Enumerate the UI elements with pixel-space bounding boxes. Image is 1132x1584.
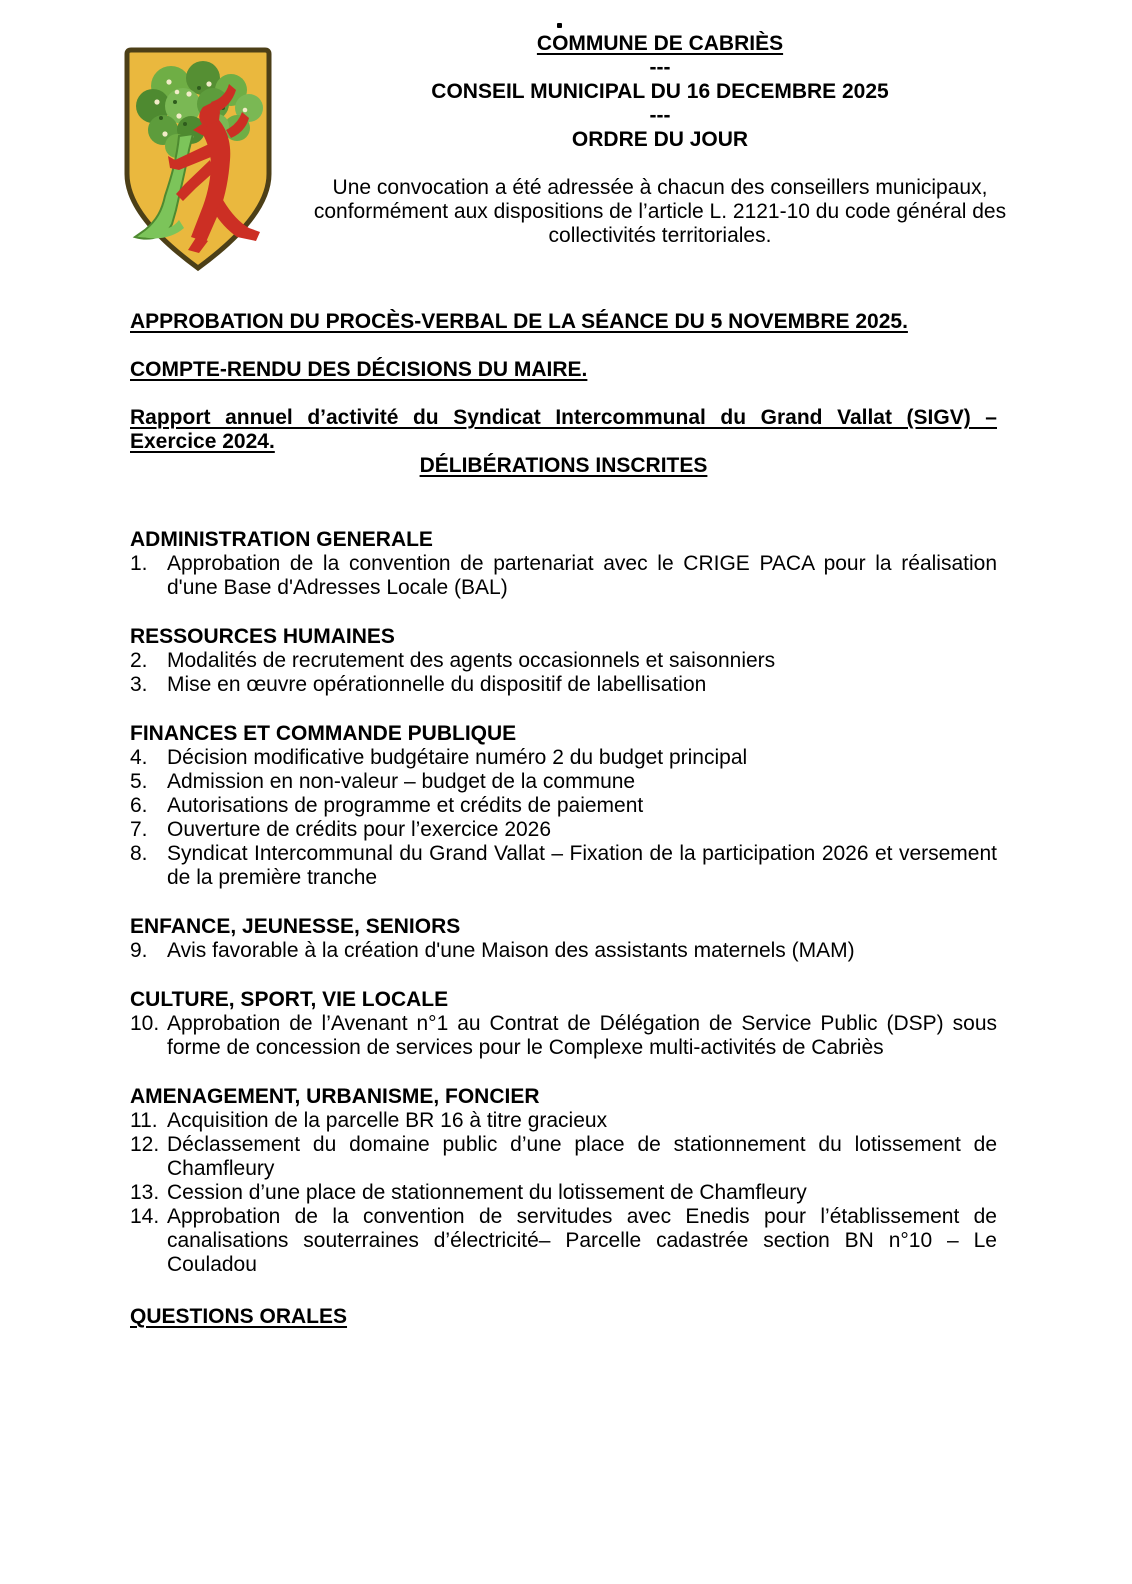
convocation-paragraph: Une convocation a été adressée à chacun des conseillers municipaux, conformément aux dispositions de l’article L. 2121-10 du code général des collectivités territoriales. bbox=[313, 176, 1007, 247]
item-number: 11. bbox=[130, 1109, 158, 1132]
agenda-item-11 bbox=[130, 1109, 997, 1133]
rapport-sigv-heading: Rapport annuel d’activité du Syndicat Intercommunal du Grand Vallat (SIGV) – Exercice 2024. bbox=[130, 406, 997, 453]
item-number: 7. bbox=[130, 818, 148, 841]
section-heading: ADMINISTRATION GENERALE bbox=[130, 528, 433, 551]
item-number: 10. bbox=[130, 1012, 160, 1035]
section-amenagement-urbanisme-foncier bbox=[130, 1085, 997, 1277]
item-number: 3. bbox=[130, 673, 148, 696]
section-heading: FINANCES ET COMMANDE PUBLIQUE bbox=[130, 722, 517, 745]
section-enfance-jeunesse-seniors bbox=[130, 915, 997, 963]
document-body bbox=[130, 310, 997, 1329]
commune-title: COMMUNE DE CABRIÈS bbox=[536, 32, 784, 55]
agenda-item-7 bbox=[130, 818, 997, 842]
section-heading: RESSOURCES HUMAINES bbox=[130, 625, 395, 648]
section-administration-generale bbox=[130, 528, 997, 600]
section-finances-et-commande-publique bbox=[130, 722, 997, 890]
agenda-item-4 bbox=[130, 746, 997, 770]
item-number: 6. bbox=[130, 794, 148, 817]
item-text: Approbation de la convention de partenariat avec le CRIGE PACA pour la réalisation d'une Base d'Adresses Locale (BAL) bbox=[167, 552, 997, 599]
item-number: 12. bbox=[130, 1133, 160, 1156]
questions-orales-heading: QUESTIONS ORALES bbox=[130, 1305, 348, 1328]
item-text: Syndicat Intercommunal du Grand Vallat – Fixation de la participation 2026 et versement de la première tranche bbox=[167, 842, 997, 889]
section-culture-sport-vie-locale bbox=[130, 988, 997, 1060]
agenda-item-5 bbox=[130, 770, 997, 794]
agenda-title: ORDRE DU JOUR bbox=[571, 128, 749, 151]
agenda-item-3 bbox=[130, 673, 997, 697]
item-text: Déclassement du domaine public d’une place de stationnement du lotissement de Chamfleury bbox=[167, 1133, 997, 1180]
item-text: Modalités de recrutement des agents occasionnels et saisonniers bbox=[167, 649, 776, 672]
separator-dashes: --- bbox=[649, 56, 671, 79]
section-ressources-humaines bbox=[130, 625, 997, 697]
document-header bbox=[300, 0, 1020, 248]
item-number: 9. bbox=[130, 939, 148, 962]
agenda-item-14 bbox=[130, 1205, 997, 1277]
approbation-pv-heading: APPROBATION DU PROCÈS-VERBAL DE LA SÉANCE DU 5 NOVEMBRE 2025. bbox=[130, 310, 908, 333]
item-number: 1. bbox=[130, 552, 148, 575]
agenda-item-2 bbox=[130, 649, 997, 673]
separator-dashes: --- bbox=[649, 104, 671, 127]
council-meeting-title: CONSEIL MUNICIPAL DU 16 DECEMBRE 2025 bbox=[431, 80, 889, 103]
section-heading: AMENAGEMENT, URBANISME, FONCIER bbox=[130, 1085, 540, 1108]
item-number: 8. bbox=[130, 842, 148, 865]
agenda-item-8 bbox=[130, 842, 997, 890]
item-text: Approbation de l’Avenant n°1 au Contrat de Délégation de Service Public (DSP) sous forme de concession de services pour le Complexe multi-activités de Cabriès bbox=[167, 1012, 997, 1059]
section-heading: CULTURE, SPORT, VIE LOCALE bbox=[130, 988, 449, 1011]
item-text: Avis favorable à la création d'une Maison des assistants maternels (MAM) bbox=[167, 939, 855, 962]
item-number: 13. bbox=[130, 1181, 160, 1204]
stray-ink-dot bbox=[557, 23, 562, 28]
section-heading: ENFANCE, JEUNESSE, SENIORS bbox=[130, 915, 461, 938]
item-text: Ouverture de crédits pour l’exercice 2026 bbox=[167, 818, 552, 841]
item-number: 2. bbox=[130, 649, 148, 672]
item-text: Admission en non-valeur – budget de la commune bbox=[167, 770, 636, 793]
agenda-item-1 bbox=[130, 552, 997, 600]
compte-rendu-heading: COMPTE-RENDU DES DÉCISIONS DU MAIRE. bbox=[130, 358, 588, 381]
item-text: Mise en œuvre opérationnelle du dispositif de labellisation bbox=[167, 673, 707, 696]
agenda-item-12 bbox=[130, 1133, 997, 1181]
item-text: Approbation de la convention de servitudes avec Enedis pour l’établissement de canalisations souterraines d’électricité– Parcelle cadastrée section BN n°10 – Le Couladou bbox=[167, 1205, 997, 1276]
agenda-item-6 bbox=[130, 794, 997, 818]
deliberations-inscrites-heading: DÉLIBÉRATIONS INSCRITES bbox=[419, 454, 708, 477]
commune-coat-of-arms-icon bbox=[119, 44, 277, 276]
item-text: Décision modificative budgétaire numéro 2 du budget principal bbox=[167, 746, 748, 769]
agenda-item-10 bbox=[130, 1012, 997, 1060]
item-text: Autorisations de programme et crédits de paiement bbox=[167, 794, 644, 817]
item-text: Cession d’une place de stationnement du lotissement de Chamfleury bbox=[167, 1181, 807, 1204]
agenda-item-13 bbox=[130, 1181, 997, 1205]
agenda-item-9 bbox=[130, 939, 997, 963]
item-number: 5. bbox=[130, 770, 148, 793]
item-number: 4. bbox=[130, 746, 148, 769]
item-text: Acquisition de la parcelle BR 16 à titre gracieux bbox=[167, 1109, 608, 1132]
item-number: 14. bbox=[130, 1205, 160, 1228]
